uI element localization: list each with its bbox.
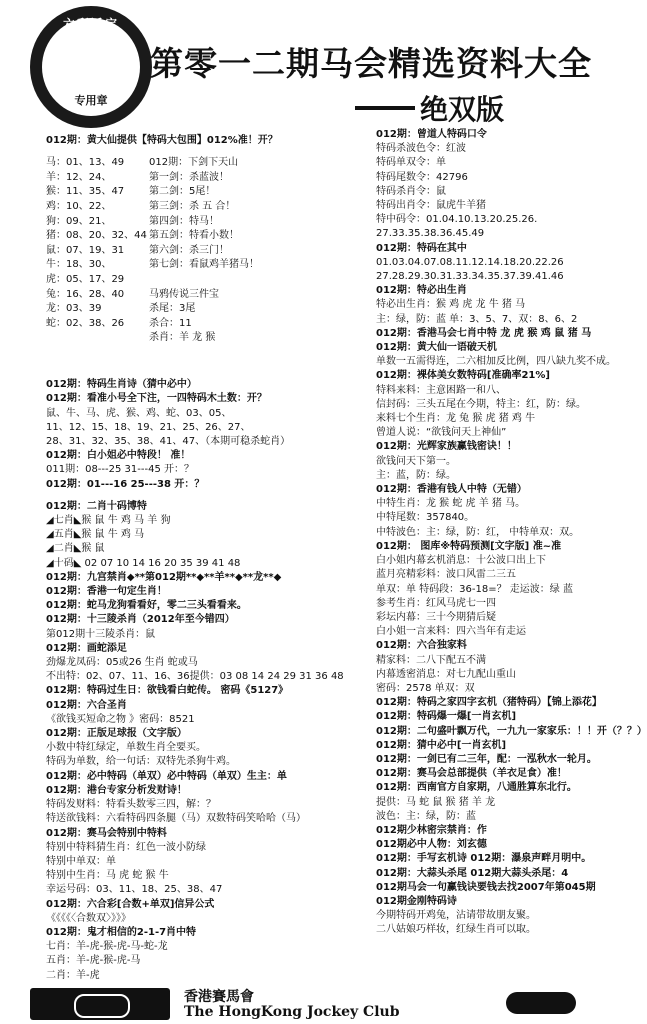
sword-row: 第一剑：杀蓝波！ bbox=[149, 171, 229, 183]
text-line: 012期少林密宗禁肖：作 bbox=[376, 824, 487, 836]
text-line: 中特生肖：龙 猴 蛇 虎 羊 猪 马。 bbox=[376, 498, 526, 510]
text-line: 特送欲钱料：六看特码四条腿（马）双数特码笑哈哈（马） bbox=[46, 813, 306, 825]
logo-ring-icon bbox=[74, 994, 130, 1018]
text-line: 012期：猜中必中[一肖玄机] bbox=[376, 739, 507, 751]
sword-row: 第四剑：特马！ bbox=[149, 215, 219, 227]
text-line: 特码发财料：特看头数零三四，解：？ bbox=[46, 799, 216, 811]
text-line: 012期：曾道人特码口令 bbox=[376, 129, 487, 140]
text-line: 提供：马 蛇 鼠 猴 猪 羊 龙 bbox=[376, 796, 496, 808]
sword-row: 第三剑：杀 五 合！ bbox=[149, 201, 236, 212]
page-subtitle: 绝双版 bbox=[420, 93, 505, 126]
text-line: 特码出肖令：鼠虎牛羊猪 bbox=[376, 200, 486, 212]
text-line: 012期：九宫禁肖◆**第012期**◆**羊**◆**龙**◆ bbox=[46, 571, 282, 583]
text-line: 012期：画蛇添足 bbox=[46, 642, 127, 654]
text-line: 第012期十三陵杀肖：鼠 bbox=[46, 628, 156, 640]
zodiac-row: 兔：16、28、40 bbox=[46, 288, 125, 300]
text-line: 012期：特码生肖诗（猜中必中） bbox=[46, 379, 197, 391]
stamp-band-text: 专用章 bbox=[74, 94, 108, 107]
text-line: 幸运号码：03、11、18、25、38、47 bbox=[46, 884, 223, 896]
spacer bbox=[46, 492, 336, 500]
text-line: 012期：白小姐必中特段！ 准！ bbox=[46, 450, 191, 462]
sword-row: 第二剑：5尾！ bbox=[149, 186, 216, 198]
text-line: 012期：光辉家族赢钱密诀！！ bbox=[376, 441, 517, 453]
zodiac-row: 蛇：02、38、26 bbox=[46, 317, 125, 329]
text-line: 五肖：羊-虎-猴-虎-马 bbox=[46, 955, 141, 967]
page-title: 第零一二期马会精选资料大全 bbox=[150, 44, 592, 83]
text-line: 特必出生肖：猴 鸡 虎 龙 牛 猪 马 bbox=[376, 299, 526, 311]
zodiac-row: 猪：08、20、32、44 bbox=[46, 230, 147, 242]
text-line: 012期：特码过生日：欲钱看白蛇传。 密码《5127》 bbox=[46, 685, 289, 697]
stamp-seal bbox=[30, 6, 152, 128]
text-line: 012期：黄大仙提供【特码大包围】012%准！开？ bbox=[46, 135, 278, 146]
sword-row: 第六剑：杀三门！ bbox=[149, 244, 229, 256]
text-line: 012期：蛇马龙狗看看好，零二三头看看来。 bbox=[46, 600, 247, 612]
text-line: 012期：六合圣肖 bbox=[46, 699, 127, 711]
sword-row: 马鸦传说三件宝 bbox=[149, 288, 219, 300]
text-line: 密码：2578 单双：双 bbox=[376, 682, 475, 694]
text-line: 012期：01---16 25---38 开：？ bbox=[46, 478, 205, 490]
stamp-blank-box bbox=[56, 44, 126, 80]
text-line: 特码杀波色令：红波 bbox=[376, 143, 466, 155]
text-line: 012期：鬼才相信的2-1-7肖中特 bbox=[46, 926, 197, 938]
text-line: 012期必中人物：刘玄德 bbox=[376, 839, 487, 851]
zodiac-row: 猴：11、35、47 bbox=[46, 186, 125, 198]
text-line: 28、31、32、35、38、41、47、（本期可稳杀蛇肖） bbox=[46, 436, 291, 448]
text-line: 特码杀肖令：鼠 bbox=[376, 185, 446, 197]
text-line: 来料七个生肖：龙 兔 猴 虎 猪 鸡 牛 bbox=[376, 413, 536, 425]
text-line: 中特波色：主：绿，防：红， 中特单双：双。 bbox=[376, 526, 580, 538]
text-line: 012期：一剑已有二三年，配：一泓秋水一轮月。 bbox=[376, 753, 597, 765]
text-line: 白小姐内幕玄机消息：十公波口出上下 bbox=[376, 555, 546, 567]
text-line: 彩坛内幕：三十今期猜后疑 bbox=[376, 611, 496, 623]
text-line: 今期特码开鸡兔，沾请带故朋友聚。 bbox=[376, 910, 536, 922]
text-line: 012期：特码之家四字玄机（猪特码）【锦上添花】 bbox=[376, 697, 602, 709]
text-line: ◢二肖◣猴 鼠 bbox=[46, 543, 105, 555]
stamp-ring-text: 六彩诱宝 bbox=[62, 17, 119, 31]
zodiac-grid bbox=[46, 148, 336, 378]
text-line: 欲钱问天下第一。 bbox=[376, 455, 456, 467]
text-line: 012期：看准小号全下注，一四特码木土数：开？ bbox=[46, 393, 267, 405]
text-line: 01.03.04.07.08.11.12.14.18.20.22.26 bbox=[376, 256, 564, 268]
text-line: 012期：赛马会特别中特料 bbox=[46, 827, 167, 839]
zodiac-row: 龙：03、39 bbox=[46, 303, 102, 315]
text-line: 012期：香港马会七肖中特 龙 虎 猴 鸡 鼠 猪 马 bbox=[376, 327, 592, 339]
text-line: 012期：西南官方自家期，八通胜算东北行。 bbox=[376, 782, 577, 794]
text-line: 012期： 图库※特码预测[文字版] 准~准 bbox=[376, 540, 562, 552]
text-line: 曾道人说：“欲钱问天上神仙” bbox=[376, 427, 507, 439]
jockey-club-logo bbox=[30, 988, 170, 1020]
text-line: 012期：六合独家料 bbox=[376, 640, 467, 652]
text-line: 《欲钱买短命之物 》密码：8521 bbox=[46, 713, 195, 725]
text-line: 白小姐一言来料：四六当年有走运 bbox=[376, 626, 526, 638]
text-line: 信封码：三头五尾在今期，特主：红，防：绿。 bbox=[376, 398, 586, 410]
text-line: 011期：08---25 31---45 开：？ bbox=[46, 464, 194, 476]
text-line: 012期：二句盛叶飘万代，一九九一家家乐：！！开（？？） bbox=[376, 725, 647, 737]
text-line: 特别中特料猜生肖：红色一波小防绿 bbox=[46, 841, 206, 853]
sword-row: 012期：下剑下天山 bbox=[149, 157, 239, 169]
text-line: 012期金刚特码诗 bbox=[376, 895, 457, 907]
text-line: 单双：单 特码段：36-18=？ 走运波：绿 蓝 bbox=[376, 583, 573, 595]
text-line: 二八姑娘巧样妆，红绿生肖可以取。 bbox=[376, 924, 536, 936]
text-line: 蓝月亮精彩料：波口风雷二三五 bbox=[376, 569, 516, 581]
text-line: 鼠、牛、马、虎、猴、鸡、蛇、03、05、 bbox=[46, 407, 232, 419]
zodiac-row: 狗：09、21、 bbox=[46, 215, 112, 227]
text-line: 特码尾数令：42796 bbox=[376, 171, 468, 183]
sword-row: 杀肖：羊 龙 猴 bbox=[149, 332, 216, 344]
text-line: 特码单双令：单 bbox=[376, 157, 446, 169]
zodiac-row: 马：01、13、49 bbox=[46, 157, 125, 169]
footer-english-name: The HongKong Jockey Club bbox=[184, 1004, 400, 1020]
text-line: 特别中生肖：马 虎 蛇 猴 牛 bbox=[46, 870, 169, 882]
zodiac-row: 鼠：07、19、31 bbox=[46, 244, 125, 256]
sword-row: 杀合：11 bbox=[149, 317, 192, 329]
text-line: 单数一五需得连，二六相加反比例，四八缺九奖不成。 bbox=[376, 356, 616, 368]
text-line: 012期：特码在其中 bbox=[376, 242, 467, 254]
sword-row: 第五剑：特看小数！ bbox=[149, 230, 239, 242]
zodiac-row: 牛：18、30、 bbox=[46, 259, 112, 271]
text-line: 七肖：羊-虎-猴-虎-马-蛇-龙 bbox=[46, 941, 168, 953]
text-line: 012期：港台专家分析发财诗！ bbox=[46, 784, 187, 796]
text-line: 012期马会一句赢钱诀要钱去找2007年第045期 bbox=[376, 881, 596, 893]
text-line: 012期：六合彩[合数+单双]信异公式 bbox=[46, 898, 215, 910]
text-line: 012期：特码爆一爆[一肖玄机] bbox=[376, 711, 517, 723]
right-column bbox=[376, 128, 647, 938]
sword-row: 第七剑：看鼠鸡羊猪马！ bbox=[149, 259, 259, 271]
text-line: 27.28.29.30.31.33.34.35.37.39.41.46 bbox=[376, 271, 564, 283]
text-line: ◢十码◣ 02 07 10 14 16 20 35 39 41 48 bbox=[46, 557, 241, 569]
text-line: 012期：赛马会总部提供（羊衣足食）准！ bbox=[376, 768, 567, 780]
zodiac-row: 鸡：10、22、 bbox=[46, 201, 112, 212]
text-line: 劲爆龙凤码：05或26 生肖 蛇或马 bbox=[46, 657, 198, 669]
text-line: 012期：香港有钱人中特（无错） bbox=[376, 484, 527, 496]
text-line: 特别中单双：单 bbox=[46, 855, 116, 867]
text-line: 11、12、15、18、19、21、25、26、27、 bbox=[46, 421, 251, 433]
text-line: ◢七肖◣猴 鼠 牛 鸡 马 羊 狗 bbox=[46, 515, 171, 527]
text-line: 不出特：02、07、11、16、36提供：03 08 14 24 29 31 36 48 bbox=[46, 671, 344, 683]
text-line: 主：绿，防：蓝 单：3、5、7、双：8、6、2 bbox=[376, 313, 578, 325]
text-line: 特料来料：主意困路一和八、 bbox=[376, 384, 506, 396]
text-line: 012期：十三陵杀肖（2012年至今错四） bbox=[46, 614, 235, 626]
left-block-2 bbox=[46, 378, 336, 492]
text-line: 012期：大蒜头杀尾 012期大蒜头杀尾：4 bbox=[376, 867, 569, 879]
footer-badge bbox=[506, 992, 576, 1014]
text-line: 主：蓝，防：绿。 bbox=[376, 469, 456, 481]
text-line: 参考生肖：红风马虎七一四 bbox=[376, 597, 496, 609]
text-line: 012期：特必出生肖 bbox=[376, 285, 467, 297]
text-line: 012期：正版足球报（文字版） bbox=[46, 728, 187, 740]
text-line: 012期：必中特码（单双）必中特码（单双）生主：单 bbox=[46, 770, 287, 782]
text-line: 特码为单数，给一句话：双特先杀狗牛鸡。 bbox=[46, 756, 236, 768]
footer bbox=[0, 984, 609, 1024]
text-line: 012期：手写玄机诗 012期：瀑泉声畔月明中。 bbox=[376, 853, 592, 865]
text-line: 精家料：二八下配五不满 bbox=[376, 654, 486, 666]
text-line: 特中码令：01.04.10.13.20.25.26. bbox=[376, 214, 538, 226]
zodiac-row: 虎：05、17、29 bbox=[46, 274, 125, 285]
sword-row: 杀尾：3尾 bbox=[149, 303, 196, 315]
text-line: 012期：裸体美女数特码[准确率21%] bbox=[376, 370, 550, 382]
zodiac-row: 羊：12、24、 bbox=[46, 171, 112, 183]
text-line: 内幕透密消息：对七九配山重山 bbox=[376, 668, 516, 680]
text-line: 二肖：羊-虎 bbox=[46, 969, 100, 981]
footer-chinese-name: 香港賽馬會 bbox=[184, 989, 254, 1005]
text-line: ◢五肖◣猴 鼠 牛 鸡 马 bbox=[46, 529, 145, 541]
text-line: 波色：主：绿，防：蓝 bbox=[376, 810, 476, 822]
text-line: 012期：香港一句定生肖！ bbox=[46, 586, 167, 598]
text-line: 012期：二肖十码博特 bbox=[46, 500, 147, 512]
text-line: 中特尾数：357840。 bbox=[376, 512, 475, 524]
text-line: 27.33.35.38.36.45.49 bbox=[376, 228, 485, 240]
text-line: 小数中特红绿定，单数生肖全要买。 bbox=[46, 742, 206, 754]
left-column bbox=[46, 134, 344, 983]
subtitle-rule bbox=[355, 106, 415, 110]
text-line: 012期：黄大仙一语破天机 bbox=[376, 342, 497, 354]
left-block-3 bbox=[46, 492, 344, 983]
text-line: 《《《《〈合数双〉》》》 bbox=[46, 912, 131, 924]
